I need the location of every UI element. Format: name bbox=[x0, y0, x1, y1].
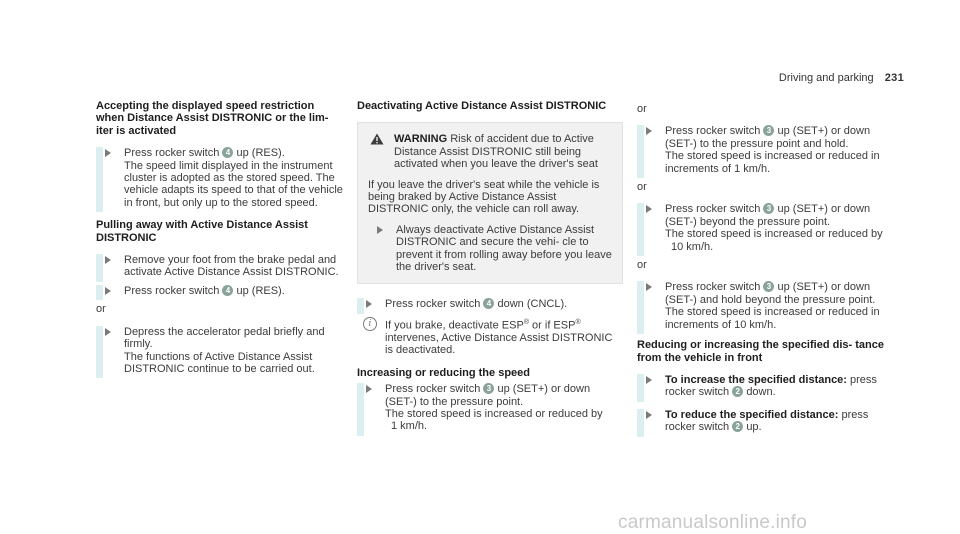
heading-increasing-reducing: Increasing or reducing the speed bbox=[357, 366, 530, 379]
info-note: i If you brake, deactivate ESP® or if ESP® intervenes, Active Distance Assist DISTRONIC is deactivated. bbox=[357, 317, 623, 357]
warning-box bbox=[357, 122, 623, 284]
step-depress-accelerator: Depress the accelerator pedal briefly and firmly. The functions of Active Distance Assist DISTRONIC continue to be carried out. bbox=[96, 326, 344, 376]
step-press-cncl: Press rocker switch 4 down (CNCL). bbox=[357, 298, 623, 310]
step-arrow-icon bbox=[646, 411, 652, 419]
or-label: or bbox=[637, 181, 647, 194]
info-icon: i bbox=[363, 317, 377, 331]
step-arrow-icon bbox=[646, 283, 652, 291]
step-arrow-icon bbox=[366, 300, 372, 308]
step-remove-foot: Remove your foot from the brake pedal and activate Active Distance Assist DISTRONIC. bbox=[96, 254, 344, 279]
warning-step: Always deactivate Active Distance Assist DISTRONIC and secure the vehi- cle to prevent it from rolling away before you leave the driver's seat. bbox=[368, 224, 612, 274]
watermark: carmanualsonline.info bbox=[618, 512, 808, 533]
step-arrow-icon bbox=[377, 226, 383, 234]
step-arrow-icon bbox=[105, 256, 111, 264]
step-arrow-icon bbox=[646, 376, 652, 384]
step-press-res: Press rocker switch 4 up (RES). bbox=[96, 285, 344, 297]
column-middle bbox=[357, 100, 623, 439]
step-arrow-icon bbox=[646, 127, 652, 135]
step-arrow-icon bbox=[105, 149, 111, 157]
step-set-hold-beyond: Press rocker switch 3 up (SET+) or down (SET-) and hold beyond the pressure point. The stored speed is increased or reduced in increments of 10 km/h. bbox=[637, 281, 897, 331]
rocker-switch-4-badge: 4 bbox=[483, 298, 494, 309]
or-label: or bbox=[637, 103, 647, 115]
step-arrow-icon bbox=[646, 205, 652, 213]
heading-deactivating: Deactivating Active Distance Assist DISTRONIC bbox=[357, 100, 607, 112]
warning-body: If you leave the driver's seat while the vehicle is being braked by Active Distance Assist DISTRONIC only, the vehicle can roll away. bbox=[368, 178, 600, 216]
step-arrow-icon bbox=[366, 385, 372, 393]
step-set-beyond: Press rocker switch 3 up (SET+) or down (SET-) beyond the pressure point. The stored speed is increased or reduced by 10 km/h. bbox=[637, 203, 897, 253]
column-left bbox=[96, 100, 344, 381]
page-number: 231 bbox=[884, 72, 904, 84]
rocker-switch-2-badge: 2 bbox=[732, 421, 743, 432]
rocker-switch-3-badge: 3 bbox=[763, 281, 774, 292]
step-set-pressure-point: Press rocker switch 3 up (SET+) or down (SET-) to the pressure point. The stored speed is increased or reduced by 1 km/h. bbox=[357, 383, 623, 433]
rocker-switch-4-badge: 4 bbox=[222, 285, 233, 296]
page-header bbox=[779, 72, 904, 84]
section-title: Driving and parking bbox=[778, 72, 874, 84]
or-label: or bbox=[637, 259, 647, 272]
rocker-switch-3-badge: 3 bbox=[483, 383, 494, 394]
rocker-switch-3-badge: 3 bbox=[763, 125, 774, 136]
column-right bbox=[637, 100, 897, 440]
step-accept-speed: Press rocker switch 4 up (RES). The speed limit displayed in the instrument cluster is adopted as the stored speed. The vehicle adapts its speed to that of the vehicle in front, but only up to the stored speed. bbox=[96, 147, 344, 209]
rocker-switch-4-badge: 4 bbox=[222, 147, 233, 158]
heading-specified-distance: Reducing or increasing the specified dis- tance from the vehicle in front bbox=[637, 339, 884, 364]
step-arrow-icon bbox=[105, 328, 111, 336]
or-label: or bbox=[96, 303, 106, 316]
step-increase-distance: To increase the specified distance: press rocker switch 2 down. bbox=[637, 374, 897, 399]
step-arrow-icon bbox=[105, 287, 111, 295]
warning-triangle-icon bbox=[370, 133, 384, 145]
step-set-hold: Press rocker switch 3 up (SET+) or down (SET-) to the pressure point and hold. The stored speed is increased or reduced in increments of 1 km/h. bbox=[637, 125, 897, 175]
warning-intro: Risk of accident due to Active Distance Assist DISTRONIC still being activated when you leave the driver's seat bbox=[394, 133, 598, 171]
rocker-switch-2-badge: 2 bbox=[732, 386, 743, 397]
rocker-switch-3-badge: 3 bbox=[763, 203, 774, 214]
step-reduce-distance: To reduce the specified distance: press rocker switch 2 up. bbox=[637, 409, 897, 434]
heading-accepting-speed: Accepting the displayed speed restriction when Distance Assist DISTRONIC or the lim- iter is activated bbox=[96, 100, 329, 137]
heading-pulling-away: Pulling away with Active Distance Assist DISTRONIC bbox=[96, 219, 308, 244]
warning-title: WARNING bbox=[394, 133, 448, 146]
